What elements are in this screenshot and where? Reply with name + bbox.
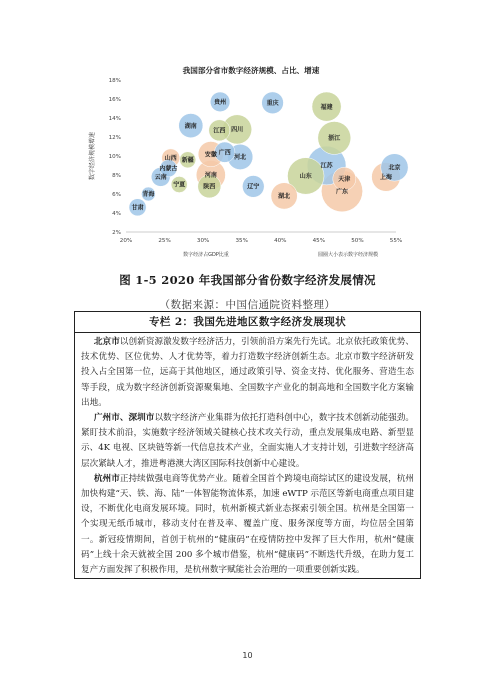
data-label: 贵州 [214, 99, 227, 107]
paragraph-text: 正持续做强电商等优势产业。随着全国首个跨境电商综试区的建设发展，杭州加快构建“天、铁、海、陆”一体智能物流体系，加速 eWTP 示范区等新电商重点项目建设，不断优化电商发展环境。同时，杭州新模式新业态探索引领全国。杭州是全国第一个实现无纸币城市，移动支付在普及率、覆盖广度、服务深度等方面，均位居全国第一。新冠疫情期间，首创于杭州的“健康码”在疫情防控中发挥了巨大作用，杭州“健康码”上线十余天就被全国 200 多个城市借鉴，杭州“健康码”不断迭代升级，在助力复工复产方面发挥了积极作用，是杭州数字赋能社会治理的一项重要创新实践。 [81, 473, 414, 576]
data-label: 辽宁 [247, 183, 260, 191]
box-title: 专栏 2：我国先进地区数字经济发展现状 [75, 312, 420, 333]
y-tick-label: 4% [112, 211, 121, 217]
y-tick-label: 14% [108, 116, 121, 122]
data-label: 四川 [231, 126, 244, 134]
data-label: 宁夏 [173, 181, 186, 189]
paragraph-lead: 广州市、深圳市 [93, 413, 155, 424]
x-tick-label: 45% [312, 238, 326, 244]
data-label: 湖北 [278, 193, 291, 201]
data-label: 内蒙古 [159, 165, 178, 173]
scatter-chart [86, 62, 416, 267]
data-label: 安徽 [204, 151, 217, 159]
data-label: 青海 [142, 191, 155, 199]
y-tick-label: 8% [112, 173, 121, 179]
y-tick-label: 12% [108, 135, 121, 141]
data-label: 广西 [218, 149, 231, 157]
data-label: 江苏 [320, 162, 333, 170]
size-legend-label: 圆圈大小表示数字经济规模 [317, 252, 379, 258]
x-tick-label: 35% [235, 238, 248, 244]
data-label: 陕西 [203, 183, 216, 191]
figure-source: （数据来源：中国信通院资料整理） [159, 299, 336, 311]
y-tick-label: 18% [108, 78, 121, 84]
data-label: 云南 [154, 174, 167, 182]
y-tick-label: 16% [108, 97, 121, 103]
y-tick-label: 10% [108, 154, 121, 160]
data-label: 山西 [164, 155, 177, 163]
paragraph-text: 以数字经济产业集群为依托打造科创中心，数字技术创新动能强劲。紧盯技术前沿，实施数字经济领域关键核心技术攻关行动，重点发展集成电路、新型显示、4K 电视、区块链等新一代信息技术产业，全面实施人才支持计划，引进数字经济高层次紧缺人才，推进粤港澳大湾区国际科技创新中心建设。 [81, 413, 414, 469]
data-label: 江西 [213, 127, 226, 135]
box-body [75, 333, 420, 578]
data-label: 浙江 [328, 135, 341, 143]
data-label: 天津 [338, 176, 351, 183]
x-tick-label: 55% [389, 238, 403, 244]
page-number: 10 [242, 651, 253, 660]
x-tick-label: 20% [119, 238, 133, 244]
chart-title: 我国部分省市数字经济规模、占比、增速 [182, 66, 320, 75]
x-axis-label: 数字经济占GDP比重 [183, 252, 229, 258]
x-tick-label: 50% [351, 238, 364, 244]
paragraph-text: 以创新资源激发数字经济活力，引领前沿方案先行先试。北京依托政策优势、技术优势、区位优势、人才优势等，着力打造数字经济创新生态。北京市数字经济研发投入占全国第一位，远高于其他地区，通过政策引导、资金支持、优化服务、营造生态等手段，成为数字经济创新资源聚集地、全国数字产业化的制高地和全国数字化方案输出地。 [81, 337, 414, 408]
data-label: 河南 [204, 172, 217, 180]
data-label: 湖南 [184, 122, 197, 130]
data-label: 广东 [335, 188, 349, 196]
paragraph-beijing [81, 335, 414, 411]
paragraph-hangzhou [81, 472, 414, 578]
data-label: 重庆 [266, 100, 279, 107]
data-label: 上海 [379, 174, 392, 182]
paragraph-guangzhou-shenzhen [81, 411, 414, 472]
x-tick-label: 40% [274, 238, 287, 244]
y-tick-label: 2% [112, 230, 121, 236]
paragraph-lead: 北京市 [93, 337, 120, 347]
data-label: 河北 [234, 154, 247, 162]
y-axis-label: 数字经济规模增速 [89, 131, 96, 181]
y-tick-label: 6% [112, 192, 121, 198]
data-label: 福建 [320, 103, 333, 111]
data-label: 北京 [388, 164, 401, 172]
figure-caption: 图 1-5 2020 年我国部分省份数字经济发展情况 [119, 273, 376, 287]
data-label: 新疆 [181, 157, 194, 164]
paragraph-lead: 杭州市 [93, 473, 120, 484]
feature-box [74, 311, 421, 579]
data-label: 甘肃 [131, 204, 144, 212]
x-tick-label: 25% [158, 238, 171, 244]
data-label: 山东 [299, 173, 312, 181]
x-tick-label: 30% [196, 238, 210, 244]
